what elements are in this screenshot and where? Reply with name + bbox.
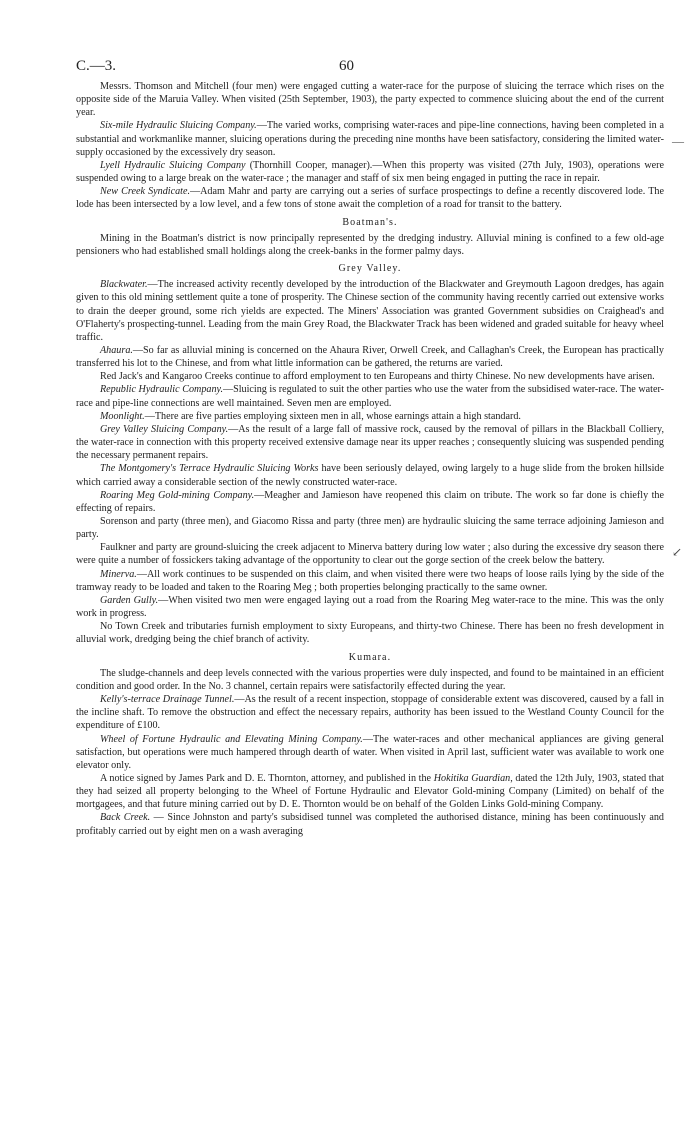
- parliamentary-paper-reference: C.—3.: [76, 58, 117, 74]
- paragraph-title: Grey Valley Sluicing Company.: [100, 423, 229, 435]
- page-header: [76, 58, 664, 80]
- paragraph-text: The sludge-channels and deep levels connected with the various properties were duly inspected, and found to be maintained in an efficient condition and good order. In the No. 3 channel, certain repairs were satisfactorily effected during the year.: [76, 667, 664, 692]
- paragraph: [76, 667, 664, 693]
- margin-mark: —: [672, 134, 684, 148]
- paragraph: [76, 489, 664, 515]
- paragraph: [76, 594, 664, 620]
- paragraph-text: Mining in the Boatman's district is now principally represented by the dredging industry. Alluvial mining is confined to a few old-age pensioners who had established small holdings along the creek-banks in the former palmy days.: [76, 232, 664, 257]
- paragraph-text: —Meagher and Jamieson have reopened this claim on tribute. The work so far done is chiefly the effecting of repairs.: [76, 489, 664, 514]
- paragraph: [76, 693, 664, 732]
- paragraph-title: New Creek Syndicate.: [100, 186, 190, 198]
- paragraph: [76, 733, 664, 772]
- paragraph-text: Red Jack's and Kangaroo Creeks continue to afford employment to ten Europeans and thirty Chinese. No new developments have arisen.: [100, 371, 655, 383]
- paragraph-text: —The increased activity recently developed by the introduction of the Blackwater and Greymouth Lagoon dredges, has again given to this old mining settlement quite a tone of prosperity. The Chinese section of the community having recently carried out extensive works to drain the deeper ground, some rich yields are expected. The Miners' Association was granted Government subsidies on Craighead's and O'Flaherty's prospecting-tunnel. Leading from the main Grey Road, the Blackwater Track has been widened and graded suitable for heavy wheel traffic.: [76, 279, 664, 343]
- document-body: [76, 80, 664, 838]
- paragraph: [76, 410, 664, 423]
- document-page: [76, 58, 664, 838]
- paragraph-text: have been seriously delayed, owing largely to a huge slide from the broken hillside which carried away a considerable section of the newly constructed water-race.: [76, 463, 664, 488]
- paragraph: [76, 383, 664, 409]
- paragraph-text: —There are five parties employing sixteen men in all, whose earnings attain a high standard.: [144, 410, 521, 422]
- margin-mark: ↙: [672, 545, 683, 559]
- paragraph: [76, 423, 664, 462]
- paragraph-text: —When visited two men were engaged laying out a road from the Roaring Meg water-race to the mine. This was the only work in progress.: [76, 594, 664, 620]
- paragraph: [76, 159, 664, 185]
- paragraph-title: Wheel of Fortune Hydraulic and Elevating Mining Company.: [100, 733, 363, 745]
- section-heading: Boatman's.: [342, 216, 398, 228]
- paragraph-text: —The varied works, comprising water-races and pipe-line connections, having been completed in a substantial and workmanlike manner, sluicing operations during the preceding nine months have been satisfactory, considering the limited water-supply occasioned by the excessively dry season.: [76, 120, 664, 158]
- paragraph: [76, 278, 664, 344]
- paragraph-title: Ahaura.: [100, 344, 133, 356]
- paragraph-title: Back Creek.: [100, 812, 151, 824]
- paragraph: [76, 541, 664, 567]
- paragraph-text: Messrs. Thomson and Mitchell (four men) were engaged cutting a water-race for the purpose of sluicing the terrace which rises on the opposite side of the Maruia Valley. When visited (25th September, 1903), the party expected to commence sluicing about the end of the current year.: [76, 81, 664, 119]
- paragraph: [76, 185, 664, 211]
- paragraph-text: (Thornhill Cooper, manager).—When this property was visited (27th July, 1903), operations were suspended owing to a large break on the water-race ; the manager and staff of six men being engaged in putting the race in repair.: [76, 159, 664, 185]
- paragraph: [76, 772, 664, 811]
- newspaper-title: Hokitika Guardian: [433, 772, 511, 784]
- section-heading: Kumara.: [348, 651, 392, 663]
- paragraph-title: Moonlight.: [100, 410, 145, 422]
- paragraph-title: The Montgomery's Terrace Hydraulic Sluicing Works: [100, 463, 319, 475]
- paragraph: [76, 344, 664, 370]
- paragraph-text: —Sluicing is regulated to suit the other parties who use the water from the subsidised water-race. The water-race and pipe-line connections are well maintained. Seven men are employed.: [76, 384, 664, 409]
- paragraph-text: No Town Creek and tributaries furnish employment to sixty Europeans, and thirty-two Chinese. There has been no fresh development in alluvial work, dredging being the chief branch of activity.: [76, 621, 664, 646]
- paragraph-text: —As the result of a recent inspection, stoppage of considerable extent was discovered, caused by a fall in the incline shaft. To remove the obstruction and effect the necessary repairs, authority has been issued to the Westland County Council for the expenditure of £100.: [76, 694, 664, 732]
- paragraph: [76, 811, 664, 837]
- paragraph-text: —As the result of a large fall of massive rock, caused by the removal of pillars in the Blackball Colliery, the water-race in connection with this property received extensive damage near its upper reaches ; consequently sluicing was suspended pending the necessary permanent repairs.: [76, 423, 664, 462]
- paragraph-title: Blackwater.: [100, 279, 148, 291]
- paragraph: [76, 370, 664, 383]
- paragraph-text: Faulkner and party are ground-sluicing the creek adjacent to Minerva battery during low water ; also during the excessive dry season there were quite a number of fossickers taking advantage of the opportunity to clear out the gorge section of the creek below the battery.: [76, 542, 664, 567]
- paragraph: [76, 568, 664, 594]
- paragraph: [76, 515, 664, 541]
- paragraph-text: —All work continues to be suspended on this claim, and when visited there were two heaps of loose rails lying by the side of the tramway ready to be loaded and taken to the Roaring Meg ; both properties belonging practically to the same owner.: [76, 568, 664, 593]
- paragraph-text: Sorenson and party (three men), and Giacomo Rissa and party (three men) are hydraulic sluicing the same terrace adjoining Jamieson and party.: [76, 516, 664, 541]
- paragraph-title: Lyell Hydraulic Sluicing Company: [100, 159, 246, 171]
- paragraph-title: Republic Hydraulic Company.: [100, 384, 223, 396]
- paragraph-title: Minerva.: [100, 568, 137, 580]
- paragraph-text: — Since Johnston and party's subsidised tunnel was completed the authorised distance, mining has been continuously and profitably carried out by eight men on a wash averaging: [76, 812, 664, 837]
- paragraph-text: —The water-races and other mechanical appliances are giving general satisfaction, but operations were much hampered through dearth of water. When visited in April last, sufficient water was available to work one elevator only.: [76, 733, 664, 771]
- paragraph-title: Roaring Meg Gold-mining Company.: [100, 489, 255, 501]
- paragraph-title: Garden Gully.: [100, 594, 159, 606]
- paragraph: [76, 232, 664, 258]
- paragraph: [76, 80, 664, 119]
- paragraph-text: , dated the 12th July, 1903, stated that they had seized all property belonging to the Wheel of Fortune Hydraulic and Elevator Gold-mining Company (Limited) on behalf of the mortgagees, and that future mining carried out by D. E. Thornton would be on behalf of the Golden Links Gold-mining Company.: [76, 772, 664, 811]
- paragraph-text: —So far as alluvial mining is concerned on the Ahaura River, Orwell Creek, and Callaghan's Creek, the European has practically transferred his lot to the Chinese, and from what little information can be gathered, the returns are varied.: [76, 344, 664, 370]
- paragraph: [76, 462, 664, 488]
- section-heading: Grey Valley.: [338, 263, 402, 275]
- paragraph: [76, 119, 664, 158]
- page-number: 60: [339, 58, 354, 74]
- paragraph-text: —Adam Mahr and party are carrying out a series of surface prospectings to define a recently discovered lode. The lode has been intersected by a low level, and a few tons of stone await the completion of a road for transit to the battery.: [76, 186, 664, 211]
- paragraph: [76, 620, 664, 646]
- paragraph-title: Kelly's-terrace Drainage Tunnel.: [100, 694, 235, 706]
- paragraph-title: Six-mile Hydraulic Sluicing Company.: [100, 120, 257, 132]
- paragraph-text: A notice signed by James Park and D. E. Thornton, attorney, and published in the: [100, 772, 434, 784]
